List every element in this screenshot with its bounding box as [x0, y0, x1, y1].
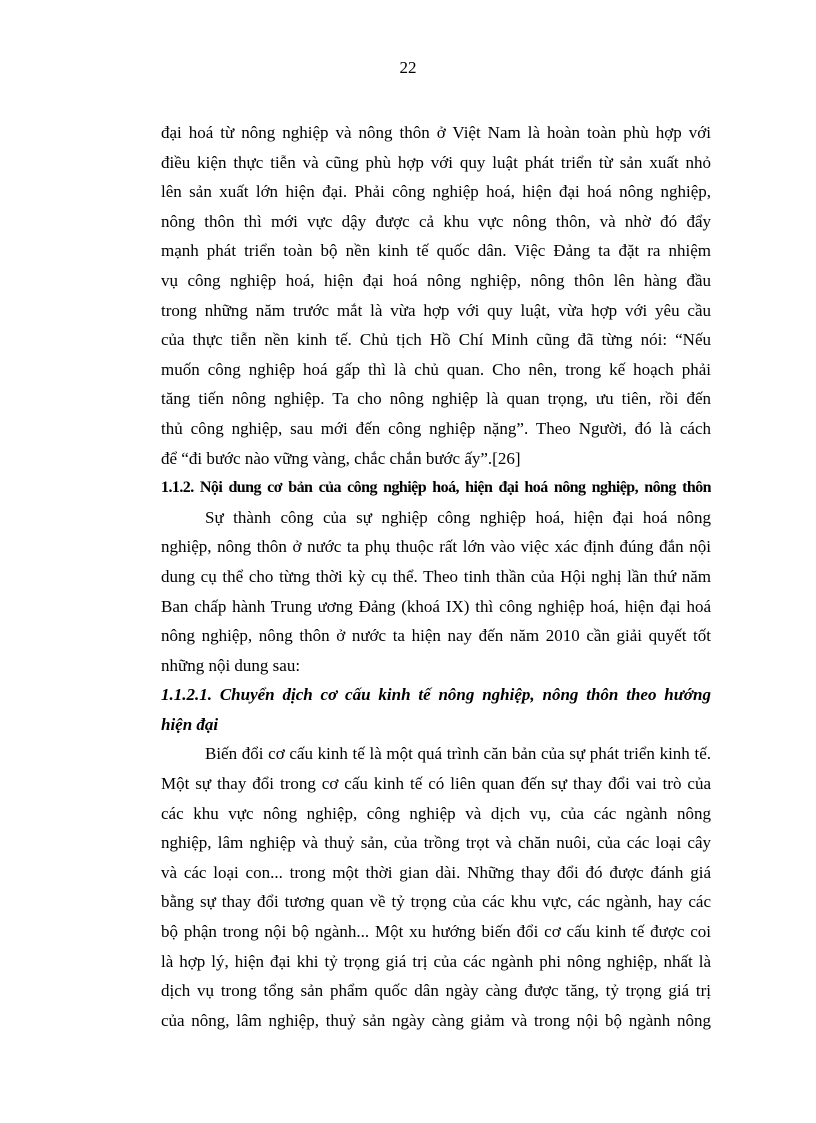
page-body [161, 118, 711, 1035]
text-line: các khu vực nông nghiệp, công nghiệp và dịch vụ, của các ngành nông [161, 803, 711, 823]
section-heading-1-1-2-1 [161, 680, 711, 739]
text-line: muốn công nghiệp hoá gấp thì là chủ quan. Cho nên, trong kế hoạch phải [161, 359, 711, 379]
text-line: lên sản xuất lớn hiện đại. Phải công nghiệp hoá, hiện đại hoá nông nghiệp, [161, 182, 711, 202]
text-line: bộ phận trong nội bộ ngành... Một xu hướng biến đổi cơ cấu kinh tế được coi [161, 922, 711, 942]
text-line: bằng sự thay đổi tương quan về tỷ trọng của các khu vực, các ngành, hay các [161, 892, 711, 912]
text-line: để “đi bước nào vững vàng, chắc chắn bước ấy”.[26] [161, 448, 521, 468]
text-line: và các loại con... trong một thời gian dài. Những thay đổi đó được đánh giá [161, 862, 711, 882]
text-line: nông nghiệp, nông thôn ở nước ta hiện nay đến năm 2010 cần giải quyết tốt [161, 626, 711, 646]
text-line: điều kiện thực tiễn và cũng phù hợp với quy luật phát triển từ sản xuất nhỏ [161, 152, 711, 172]
text-line: dung cụ thể cho từng thời kỳ cụ thể. Theo tinh thần của Hội nghị lần thứ năm [161, 566, 711, 586]
text-line: tăng tiến nông nghiệp. Ta cho nông nghiệp là quan trọng, ưu tiên, rồi đến [161, 389, 711, 409]
text-line: những nội dung sau: [161, 655, 301, 675]
page-number: 22 [399, 58, 417, 77]
paragraph-content-overview [161, 503, 711, 681]
text-line: nghiệp, nông thôn ở nước ta phụ thuộc rất lớn vào việc xác định đúng đắn nội [161, 537, 711, 557]
text-line: vụ công nghiệp hoá, hiện đại hoá nông nghiệp, nông thôn lên hàng đầu [161, 270, 711, 290]
text-line: là hợp lý, hiện đại khi tỷ trọng giá trị của các ngành phi nông nghiệp, nhất là [161, 951, 711, 971]
text-line: trong những năm trước mắt là vừa hợp với quy luật, vừa hợp với yêu cầu [161, 300, 711, 320]
text-line: của thực tiễn nền kinh tế. Chủ tịch Hồ Chí Minh cũng đã từng nói: “Nếu [161, 330, 711, 350]
paragraph-economic-structure [161, 739, 711, 1035]
heading-line: 1.1.2.1. Chuyển dịch cơ cấu kinh tế nông nghiệp, nông thôn theo hướng [161, 685, 711, 705]
text-line: nghiệp, lâm nghiệp và thuỷ sản, của trồng trọt và chăn nuôi, của các loại cây [161, 833, 711, 853]
text-line: Sự thành công của sự nghiệp công nghiệp hoá, hiện đại hoá nông [205, 507, 711, 527]
heading-line: hiện đại [161, 714, 219, 734]
text-line: thủ công nghiệp, sau mới đến công nghiệp nặng”. Theo Người, đó là cách [161, 418, 711, 438]
text-line: Ban chấp hành Trung ương Đảng (khoá IX) thì công nghiệp hoá, hiện đại hoá [161, 596, 711, 616]
text-line: của nông, lâm nghiệp, thuỷ sản ngày càng giảm và trong nội bộ ngành nông [161, 1010, 711, 1030]
text-line: đại hoá từ nông nghiệp và nông thôn ở Việt Nam là hoàn toàn phù hợp với [161, 123, 711, 142]
section-heading-1-1-2: 1.1.2. Nội dung cơ bản của công nghiệp hoá, hiện đại hoá nông nghiệp, nông thôn [161, 479, 711, 497]
text-line: dịch vụ trong tổng sản phẩm quốc dân ngày càng được tăng, tỷ trọng giá trị [161, 981, 711, 1001]
paragraph-intro [161, 118, 711, 473]
text-line: Một sự thay đổi trong cơ cấu kinh tế có liên quan đến sự thay đổi vai trò của [161, 774, 711, 794]
text-line: Biến đổi cơ cấu kinh tế là một quá trình căn bản của sự phát triển kinh tế. [205, 744, 711, 764]
text-line: mạnh phát triển toàn bộ nền kinh tế quốc dân. Việc Đảng ta đặt ra nhiệm [161, 241, 711, 261]
text-line: nông thôn thì mới vực dậy được cả khu vực nông thôn, và nhờ đó đẩy [161, 211, 711, 231]
